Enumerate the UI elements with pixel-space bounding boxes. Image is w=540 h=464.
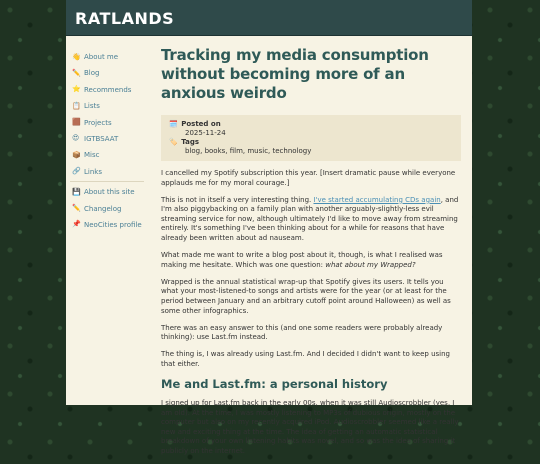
tags-label: Tags [181,138,200,146]
clipboard-icon: 📋 [72,101,81,110]
sidebar-item-label: Links [84,167,102,176]
sidebar-item-neocities-profile[interactable] [66,218,148,232]
sidebar-item-misc[interactable] [66,148,148,162]
sidebar-item-label: About this site [84,188,135,197]
waving-hand-icon: 👋 [72,52,81,61]
box-icon: 📦 [72,150,81,159]
paragraph [161,196,461,244]
sidebar-item-label: Misc [84,151,100,160]
sidebar-item-label: Projects [84,118,112,127]
paragraph: The thing is, I was already using Last.fm. And I decided I didn't want to keep using that either. [161,350,450,368]
sidebar-item-label: NeoCities profile [84,220,142,229]
sidebar-item-lists[interactable] [66,99,148,113]
post-title: Tracking my media consumption without becoming more of an anxious weirdo [161,46,429,102]
section-heading: Me and Last.fm: a personal history [161,377,388,392]
star-icon: ⭐ [72,85,81,94]
paragraph: I cancelled my Spotify subscription this year. [Insert dramatic pause while everyone applauds me for my moral courage.] [161,169,456,187]
paragraph-text: , and I'm also piggybacking on a family plan with another arguably-slightly-less evil streaming service for now, although ultimately I'd like to move away from streaming entirely. It's something I've been thinking about for a while for reasons that have already been written about ad nauseam. [161,195,459,243]
heart-eyes-icon: 😍 [72,134,80,143]
sidebar-item-label: IGTBSAAT [84,134,119,143]
paragraph: I signed up for Last.fm back in the early 00s, when it was still Audioscrobbler (yes, I am old). At the time, I was mostly listening to MP3s of dubious origin, mostly on the computer but also on my recently acquired iPod. Audioscrobbler seemed like a really new and exciting thing at the time. The idea of getting an automatic statistical breakdown of your own listening habits was novel, and so was the idea of sharing it publicly on the internet. [161,399,459,456]
paragraph-text: This is not in itself a very interesting thing. [161,195,314,204]
sidebar-item-blog[interactable] [66,66,148,80]
paragraph: Wrapped is the annual statistical wrap-up that Spotify gives its users. It tells you what your most-listened-to songs and artists were for the year (or at least for the period between January and an arbitrary cutoff point around Halloween) as well as some other infographics. [161,277,451,315]
sidebar-item-recommends[interactable] [66,83,148,97]
pencil-icon: ✏️ [72,68,81,77]
sidebar-nav [66,50,148,234]
site-header [66,0,472,36]
post-content [161,46,461,464]
brick-icon: 🟫 [72,118,81,127]
paragraph-text: What made me want to write a blog post about it, though, is what I realised was making me hesitate. Which was one question: [161,251,443,269]
site-title[interactable]: RATLANDS [75,9,175,28]
pin-icon: 📌 [72,220,81,229]
posted-label: Posted on [181,120,221,128]
sidebar-item-about-me[interactable] [66,50,148,64]
pencil-icon: ✏️ [72,204,81,213]
post-meta [161,115,461,161]
post-date: 2025-11-24 [185,129,226,137]
sidebar-divider [70,181,144,182]
link-icon: 🔗 [72,167,81,176]
calendar-icon: 🗓️ [169,120,178,128]
paragraph [161,251,461,270]
sidebar-item-about-this-site[interactable] [66,185,148,199]
post-tags[interactable]: blog, books, film, music, technology [185,147,312,155]
floppy-disk-icon: 💾 [72,187,81,196]
sidebar-item-label: Changelog [84,204,122,213]
sidebar-item-projects[interactable] [66,116,148,130]
sidebar-item-links[interactable] [66,165,148,179]
page-container [66,36,472,456]
sidebar-item-label: About me [84,53,119,61]
sidebar-item-label: Lists [84,102,100,111]
paragraph: There was an easy answer to this (and one some readers were probably already thinking): use Last.fm instead. [161,323,443,342]
sidebar-item-label: Recommends [84,85,132,94]
tag-icon: 🏷️ [169,138,178,146]
sidebar-item-igtbsaat[interactable] [66,132,148,146]
sidebar-item-changelog[interactable] [66,202,148,216]
sidebar-item-label: Blog [84,69,100,78]
emphasis-text: what about my Wrapped? [325,260,416,269]
cds-link[interactable]: I've started accumulating CDs again [313,195,441,204]
